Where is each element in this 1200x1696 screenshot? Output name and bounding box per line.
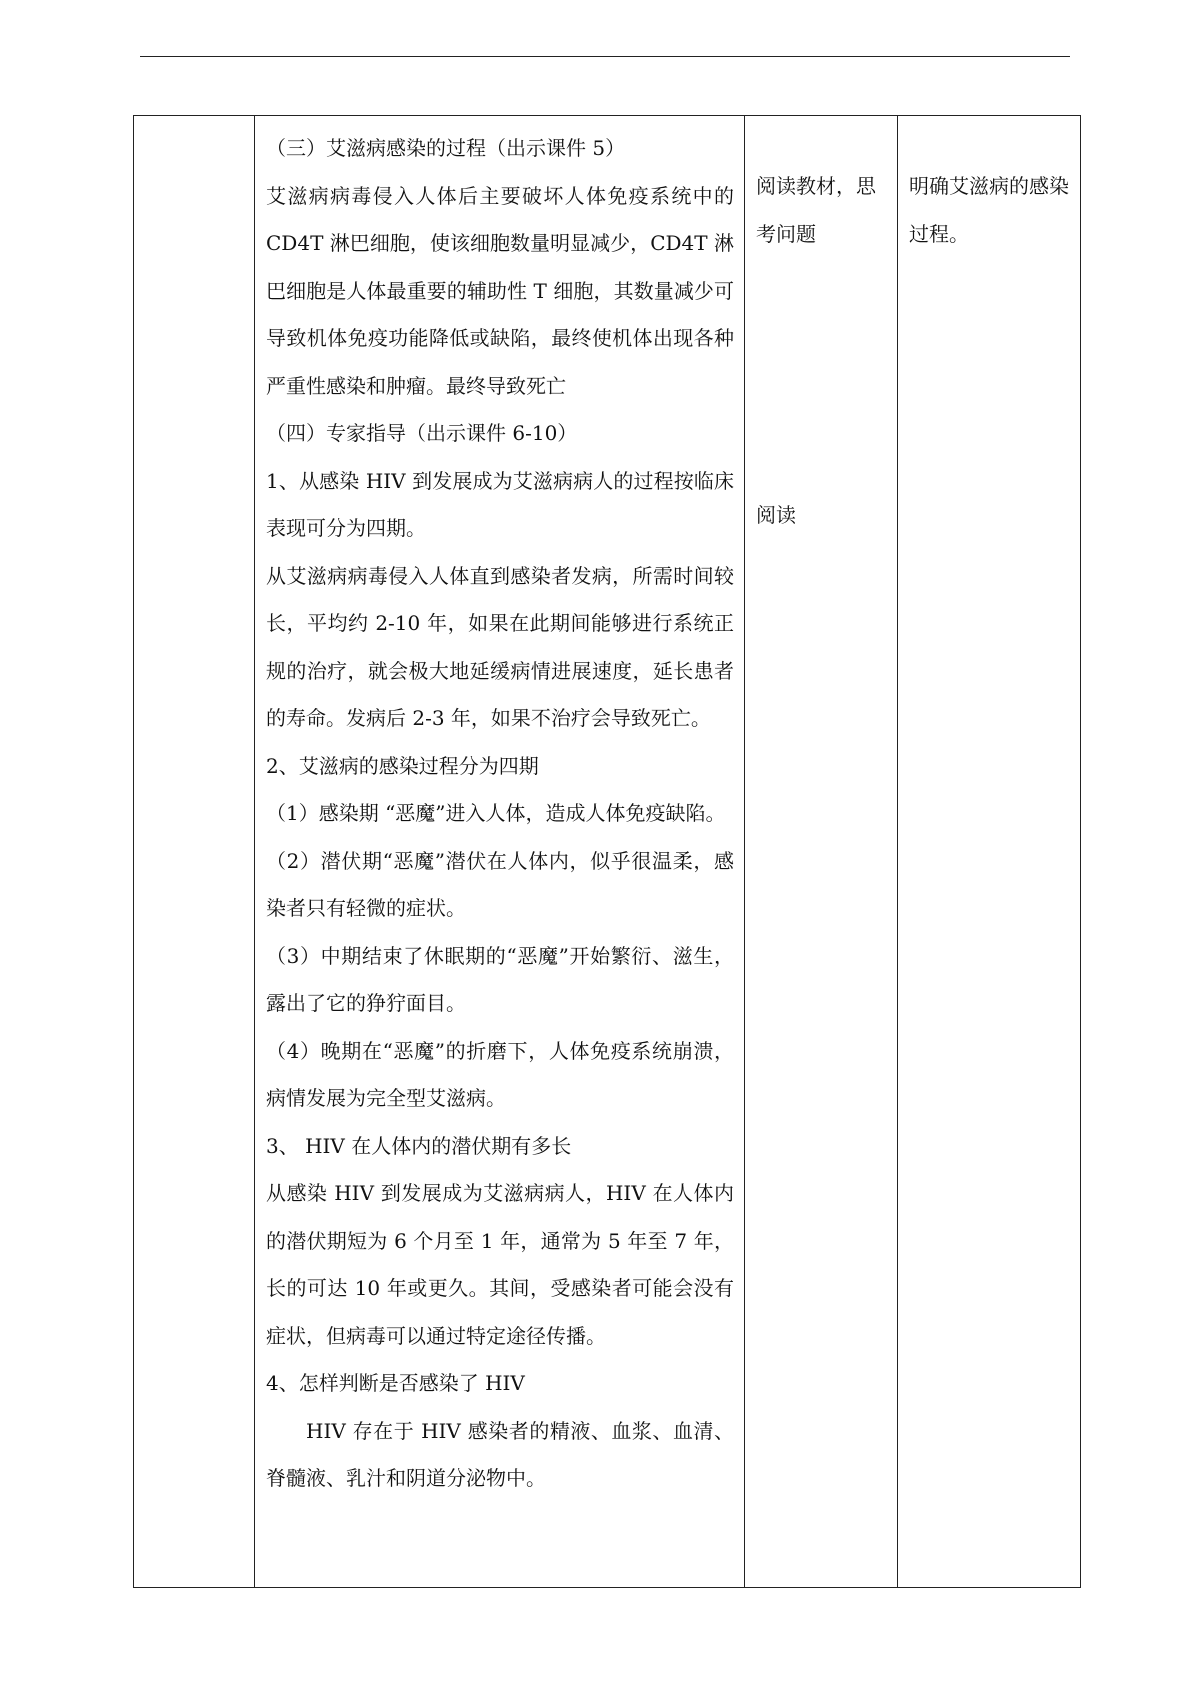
content-paragraph: 4、怎样判断是否感染了 HIV <box>266 1371 525 1395</box>
content-paragraph: （4）晚期在“恶魔”的折磨下，人体免疫系统崩溃，病情发展为完全型艾滋病。 <box>266 1038 734 1110</box>
table-row <box>134 116 1081 1588</box>
content-paragraph: 3、 HIV 在人体内的潜伏期有多长 <box>266 1133 572 1158</box>
content-paragraph: 从艾滋病病毒侵入人体直到感染者发病，所需时间较长，平均约 2-10 年，如果在此期间能够进行系统正规的治疗，就会极大地延缓病情进展速度，延长患者的寿命。发病后 2-3 年，如果不治疗会导致死亡。 <box>266 563 734 730</box>
content-paragraph: （3）中期结束了休眠期的“恶魔”开始繁衍、滋生，露出了它的狰狞面目。 <box>266 943 734 1015</box>
design-intent-first: 明确艾滋病的感染过程。 <box>909 174 1069 246</box>
content-paragraph: 1、从感染 HIV 到发展成为艾滋病病人的过程按临床表现可分为四期。 <box>266 468 734 540</box>
content-paragraph: HIV 存在于 HIV 感染者的精液、血浆、血清、脊髓液、乳汁和阴道分泌物中。 <box>266 1418 734 1490</box>
design-intent-cell <box>898 116 1081 1588</box>
lesson-plan-table <box>133 115 1081 1588</box>
content-paragraph: （2）潜伏期“恶魔”潜伏在人体内，似乎很温柔，感染者只有轻微的症状。 <box>266 848 734 920</box>
content-paragraph: 艾滋病病毒侵入人体后主要破坏人体免疫系统中的 CD4T 淋巴细胞，使该细胞数量明显减少，CD4T 淋巴细胞是人体最重要的辅助性 T 细胞，其数量减少可导致机体免疫功能降低或缺陷，最终使机体出现各种严重性感染和肿瘤。最终导致死亡 <box>266 183 734 398</box>
student-activity-first: 阅读教材，思考问题 <box>756 174 876 246</box>
student-activity-second: 阅读 <box>756 503 796 527</box>
header-rule <box>140 56 1070 57</box>
content-paragraph: （四）专家指导（出示课件 6-10） <box>266 421 578 445</box>
content-paragraph: 从感染 HIV 到发展成为艾滋病病人，HIV 在人体内的潜伏期短为 6 个月至 1 年，通常为 5 年至 7 年，长的可达 10 年或更久。其间，受感染者可能会没有症状，但病毒可以通过特定途径传播。 <box>266 1181 734 1348</box>
teaching-content <box>255 116 744 1503</box>
student-activity-cell <box>745 116 898 1588</box>
content-paragraph: （三）艾滋病感染的过程（出示课件 5） <box>266 136 626 160</box>
content-paragraph: （1）感染期 “恶魔”进入人体，造成人体免疫缺陷。 <box>266 801 726 825</box>
content-paragraph: 2、艾滋病的感染过程分为四期 <box>266 753 539 778</box>
stage-cell <box>134 116 255 1588</box>
teaching-content-cell <box>255 116 745 1588</box>
